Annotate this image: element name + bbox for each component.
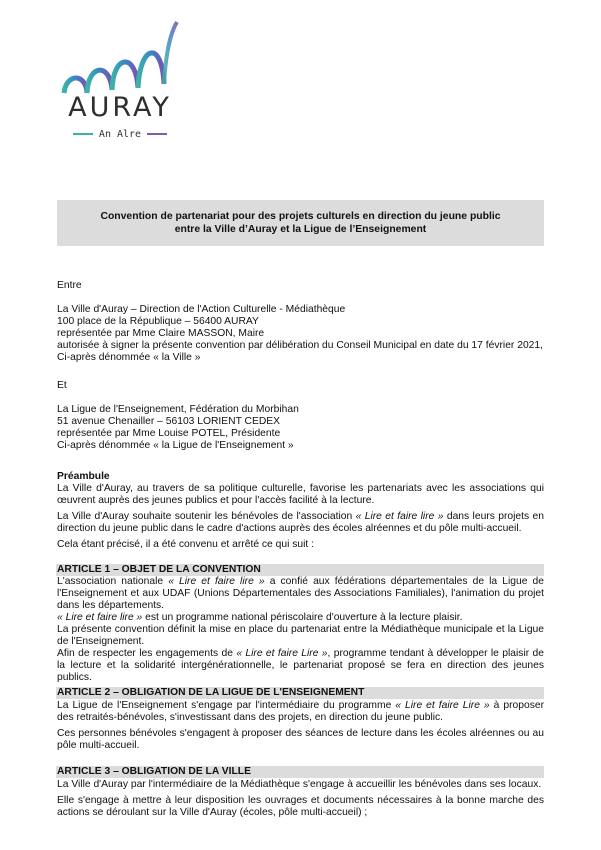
preambule-paragraph-3: Cela étant précisé, il a été convenu et arrêté ce qui suit : bbox=[57, 539, 314, 550]
article-1-paragraph-1 bbox=[57, 576, 544, 612]
party-et bbox=[57, 380, 544, 392]
preambule-paragraph-2 bbox=[57, 511, 544, 535]
ville-line-4: autorisée à signer la présente convention par délibération du Conseil Municipal en date du 17 février 2021, bbox=[57, 340, 543, 351]
article-3-body bbox=[57, 779, 544, 819]
text: , programme tendant à développer le plaisir de la lecture et la solidarité intergénérationnelle, le partenariat proposé se fera en direction des jeunes publics. bbox=[57, 648, 544, 683]
article-1-paragraph-2 bbox=[57, 612, 544, 624]
title-line-1: Convention de partenariat pour des projets culturels en direction du jeune public bbox=[100, 211, 501, 222]
article-1-paragraph-3: La présente convention définit la mise en place du partenariat entre la Médiathèque municipale et la Ligue de l'Enseignement. bbox=[57, 624, 544, 647]
party-ville bbox=[57, 304, 544, 364]
program-name: « Lire et faire lire » bbox=[57, 612, 143, 623]
document-title bbox=[57, 200, 544, 246]
ville-line-5: Ci-après dénommée « la Ville » bbox=[57, 352, 201, 363]
program-name: « Lire et faire lire » bbox=[168, 576, 265, 587]
arches-icon bbox=[56, 18, 186, 96]
ligue-line-2: 51 avenue Chenailler – 56103 LORIENT CEDEX bbox=[57, 416, 281, 427]
text: La Ligue de l'Enseignement s'engage par l'intermédiaire du programme bbox=[57, 700, 396, 711]
party-ligue bbox=[57, 404, 544, 452]
text: est un programme national périscolaire d'ouverture à la lecture plaisir. bbox=[142, 612, 463, 623]
logo-subtitle bbox=[56, 127, 184, 141]
program-name: « Lire et faire Lire » bbox=[395, 700, 490, 711]
article-2-heading: ARTICLE 2 – OBLIGATION DE LA LIGUE DE L'ENSEIGNEMENT bbox=[56, 687, 544, 699]
text: à proposer des retraités-bénévoles, s'investissant dans des projets, en direction du jeune public. bbox=[57, 700, 544, 723]
text: La Ville d'Auray souhaite soutenir les bénévoles de l'association bbox=[57, 511, 356, 522]
et-label: Et bbox=[57, 380, 67, 391]
article-2-paragraph-2: Ces personnes bénévoles s'engagent à proposer des séances de lecture dans les écoles alréennes ou au pôle multi-accueil. bbox=[57, 728, 544, 751]
preambule-paragraph-1: La Ville d'Auray, au travers de sa politique culturelle, favorise les partenariats avec les associations qui œuvrent auprès des jeunes publics et pour l'accès facilité à la lecture. bbox=[57, 483, 544, 506]
logo-rule-right bbox=[147, 133, 167, 135]
text: L'association nationale bbox=[57, 576, 169, 587]
article-3-paragraph-2: Elle s'engage à mettre à leur disposition les ouvrages et documents nécessaires à la bonne marche des actions se déroulant sur la Ville d'Auray (écoles, pôle multi-accueil) ; bbox=[57, 795, 544, 818]
article-2-body bbox=[57, 700, 544, 752]
logo-subtitle-text: An Alre bbox=[98, 128, 142, 140]
title-line-2: entre la Ville d’Auray et la Ligue de l’Enseignement bbox=[174, 224, 427, 235]
party-entre bbox=[57, 280, 544, 292]
article-1-paragraph-4 bbox=[57, 648, 544, 684]
article-3-heading: ARTICLE 3 – OBLIGATION DE LA VILLE bbox=[56, 766, 544, 778]
text: a confié aux fédérations départementales de la Ligue de l'Enseignement et aux UDAF (Unions Départementales des Associations Familiales), l'animation du projet dans les départements. bbox=[57, 576, 544, 611]
logo-wordmark: AURAY bbox=[68, 92, 172, 123]
article-2-paragraph-1 bbox=[57, 700, 544, 724]
program-name: « Lire et faire lire » bbox=[355, 511, 444, 522]
ville-line-1: La Ville d'Auray – Direction de l'Action Culturelle - Médiathèque bbox=[57, 304, 346, 315]
article-3-paragraph-1: La Ville d'Auray par l'intermédiaire de la Médiathèque s'engage à accueillir les bénévoles dans ses locaux. bbox=[57, 779, 542, 790]
preambule-section bbox=[57, 471, 544, 551]
text: dans leurs projets en direction du jeune public dans le cadre d'actions auprès des écoles alréennes et du pôle multi-accueil. bbox=[57, 511, 544, 534]
program-name: « Lire et faire Lire » bbox=[236, 648, 328, 659]
entre-label: Entre bbox=[57, 280, 82, 291]
text: Afin de respecter les engagements de bbox=[57, 648, 237, 659]
auray-logo bbox=[56, 18, 186, 140]
preambule-heading: Préambule bbox=[57, 471, 110, 482]
ligue-line-1: La Ligue de l'Enseignement, Fédération du Morbihan bbox=[57, 404, 299, 415]
ligue-line-3: représentée par Mme Louise POTEL, Présidente bbox=[57, 428, 281, 439]
ligue-line-4: Ci-après dénommée « la Ligue de l'Enseignement » bbox=[57, 440, 294, 451]
article-1-heading: ARTICLE 1 – OBJET DE LA CONVENTION bbox=[56, 564, 544, 576]
ville-line-3: représentée par Mme Claire MASSON, Maire bbox=[57, 328, 265, 339]
logo-rule-left bbox=[73, 133, 93, 135]
ville-line-2: 100 place de la République – 56400 AURAY bbox=[57, 316, 259, 327]
article-1-body bbox=[57, 576, 544, 684]
